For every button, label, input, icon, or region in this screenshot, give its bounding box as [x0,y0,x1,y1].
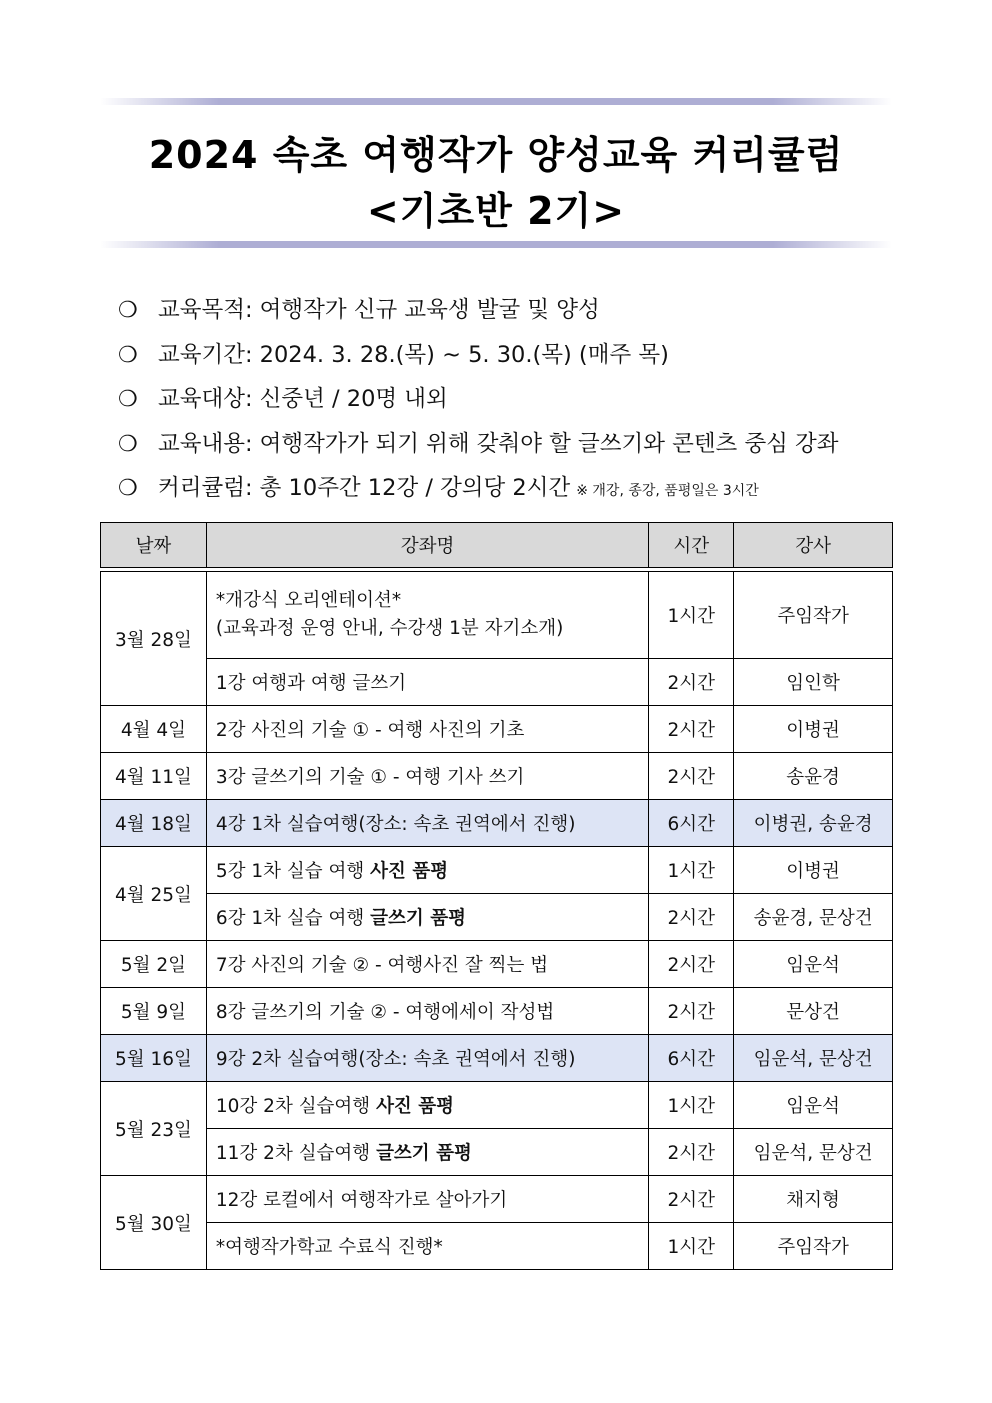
hours-cell: 6시간 [649,1035,734,1082]
instructor-cell: 이병권 [734,706,893,753]
lecture-emphasis: 글쓰기 품평 [370,908,466,929]
lecture-text: 10강 2차 실습여행 [215,1096,377,1117]
instructor-cell: 이병권, 송윤경 [734,800,893,847]
table-row [101,659,893,706]
instructor-cell: 임인학 [734,659,893,706]
hours-cell: 2시간 [649,988,734,1035]
lecture-text: 5강 1차 실습 여행 [215,861,371,882]
lecture-title: *개강식 오리엔테이션* [215,590,402,611]
instructor-cell: 임운석, 문상건 [734,1035,893,1082]
table-row [101,753,893,800]
circle-bullet-icon: ❍ [118,298,138,323]
lecture-cell [206,847,648,894]
lecture-cell: *여행작가학교 수료식 진행* [206,1223,648,1270]
hours-cell: 1시간 [649,847,734,894]
date-cell: 3월 28일 [101,572,207,706]
info-item-purpose [118,288,918,333]
info-item-period [118,333,918,378]
table-row-highlighted [101,800,893,847]
table-row-highlighted [101,1035,893,1082]
lecture-cell: 4강 1차 실습여행(장소: 속초 권역에서 진행) [206,800,648,847]
instructor-cell: 주임작가 [734,572,893,659]
date-cell: 5월 23일 [101,1082,207,1176]
hours-cell: 2시간 [649,941,734,988]
info-text: 교육기간: 2024. 3. 28.(목) ~ 5. 30.(목) (매주 목) [158,341,669,368]
lecture-cell [206,1129,648,1176]
curriculum-table [100,522,893,1270]
lecture-detail: (교육과정 운영 안내, 수강생 1분 자기소개) [215,618,564,639]
circle-bullet-icon: ❍ [118,431,138,457]
date-cell: 4월 25일 [101,847,207,941]
info-text: 교육대상: 신중년 / 20명 내외 [158,386,448,412]
circle-bullet-icon: ❍ [118,387,138,412]
page-subtitle: <기초반 2기> [366,189,626,233]
instructor-cell: 문상건 [734,988,893,1035]
date-cell: 5월 9일 [101,988,207,1035]
table-row [101,988,893,1035]
header-hours: 시간 [649,523,734,568]
info-list [118,288,918,511]
hours-cell: 2시간 [649,1176,734,1223]
lecture-cell: 9강 2차 실습여행(장소: 속초 권역에서 진행) [206,1035,648,1082]
header-lecture: 강좌명 [206,523,648,568]
instructor-cell: 임운석 [734,941,893,988]
title-top-rule [100,98,892,105]
lecture-emphasis: 사진 품평 [376,1096,454,1117]
date-cell: 5월 16일 [101,1035,207,1082]
table-row [101,894,893,941]
hours-cell: 2시간 [649,753,734,800]
lecture-cell [206,1082,648,1129]
table-row [101,1223,893,1270]
lecture-cell [206,572,648,659]
lecture-emphasis: 사진 품평 [370,861,449,882]
date-cell: 5월 30일 [101,1176,207,1270]
circle-bullet-icon: ❍ [118,342,138,368]
table-header-row [101,523,893,568]
title-bottom-rule [100,241,892,248]
instructor-cell: 채지형 [734,1176,893,1223]
circle-bullet-icon: ❍ [118,476,138,501]
table-row [101,1082,893,1129]
instructor-cell: 임운석, 문상건 [734,1129,893,1176]
info-text: 교육내용: 여행작가가 되기 위해 갖춰야 할 글쓰기와 콘텐츠 중심 강좌 [158,430,839,457]
table-row [101,706,893,753]
table-row [101,847,893,894]
hours-cell: 6시간 [649,800,734,847]
table-row [101,941,893,988]
info-text: 커리큘럼: 총 10주간 12강 / 강의당 2시간 [158,475,571,501]
lecture-cell: 2강 사진의 기술 ① - 여행 사진의 기초 [206,706,648,753]
lecture-cell [206,894,648,941]
info-text: 교육목적: 여행작가 신규 교육생 발굴 및 양성 [158,297,600,323]
instructor-cell: 주임작가 [734,1223,893,1270]
instructor-cell: 임운석 [734,1082,893,1129]
info-item-curriculum [118,466,918,511]
page-title: 2024 속초 여행작가 양성교육 커리큘럼 [148,133,844,177]
lecture-cell: 1강 여행과 여행 글쓰기 [206,659,648,706]
hours-cell: 2시간 [649,659,734,706]
lecture-text: 6강 1차 실습 여행 [215,908,371,929]
header-date: 날짜 [101,523,207,568]
lecture-cell: 8강 글쓰기의 기술 ② - 여행에세이 작성법 [206,988,648,1035]
info-item-content [118,422,918,467]
lecture-cell: 12강 로컬에서 여행작가로 살아가기 [206,1176,648,1223]
table-row [101,572,893,659]
lecture-cell: 3강 글쓰기의 기술 ① - 여행 기사 쓰기 [206,753,648,800]
date-cell: 4월 4일 [101,706,207,753]
table-row [101,1176,893,1223]
hours-cell: 1시간 [649,572,734,659]
hours-cell: 2시간 [649,706,734,753]
header-instructor: 강사 [734,523,893,568]
info-note: ※ 개강, 종강, 품평일은 3시간 [576,483,759,499]
date-cell: 5월 2일 [101,941,207,988]
lecture-text: 11강 2차 실습여행 [215,1143,377,1164]
instructor-cell: 이병권 [734,847,893,894]
instructor-cell: 송윤경, 문상건 [734,894,893,941]
hours-cell: 1시간 [649,1223,734,1270]
hours-cell: 2시간 [649,894,734,941]
table-row [101,1129,893,1176]
info-item-target [118,377,918,422]
lecture-emphasis: 글쓰기 품평 [376,1143,472,1164]
instructor-cell: 송윤경 [734,753,893,800]
hours-cell: 1시간 [649,1082,734,1129]
hours-cell: 2시간 [649,1129,734,1176]
date-cell: 4월 11일 [101,753,207,800]
date-cell: 4월 18일 [101,800,207,847]
lecture-cell: 7강 사진의 기술 ② - 여행사진 잘 찍는 법 [206,941,648,988]
